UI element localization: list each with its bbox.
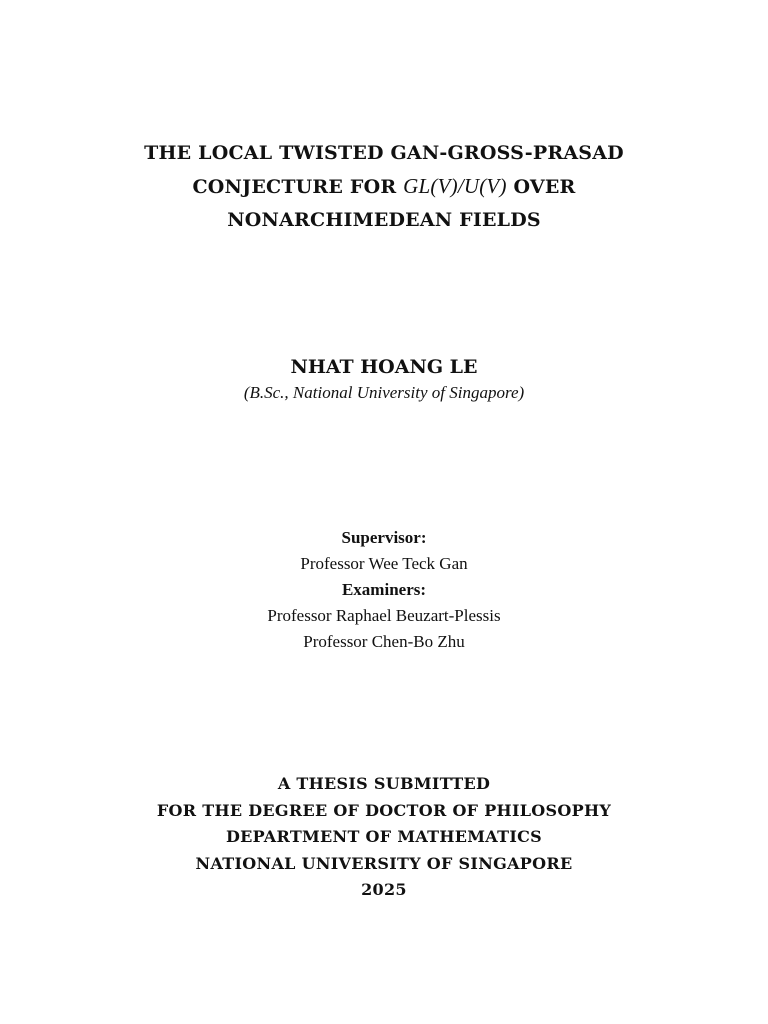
examiners-heading: Examiners: [341,580,427,599]
supervisor-heading: Supervisor: [341,528,427,547]
title-line-2-suffix: OVER [506,176,576,198]
title-line-2-prefix: CONJECTURE FOR [192,176,404,198]
title-line-3: NONARCHIMEDEAN FIELDS [227,209,541,231]
title-line-1: THE LOCAL TWISTED GAN-GROSS-PRASAD [144,142,624,164]
committee [0,525,768,655]
title-math-expression: GL(V)/U(V) [403,174,507,198]
submission-line-1: A THESIS SUBMITTED [277,774,491,793]
author-degree: (B.Sc., National University of Singapore) [243,383,525,402]
university: NATIONAL UNIVERSITY OF SINGAPORE [195,853,573,873]
examiner-name: Professor Raphael Beuzart-Plessis [267,606,501,625]
author-name: NHAT HOANG LE [290,356,478,378]
title-line-2 [0,170,768,204]
submission-statement [0,771,768,904]
department: DEPARTMENT OF MATHEMATICS [225,827,543,846]
examiner-name: Professor Chen-Bo Zhu [303,632,465,651]
thesis-title [0,137,768,237]
submission-year: 2025 [361,880,407,899]
supervisor-name: Professor Wee Teck Gan [300,554,468,573]
submission-line-2: FOR THE DEGREE OF DOCTOR OF PHILOSOPHY [156,800,612,820]
